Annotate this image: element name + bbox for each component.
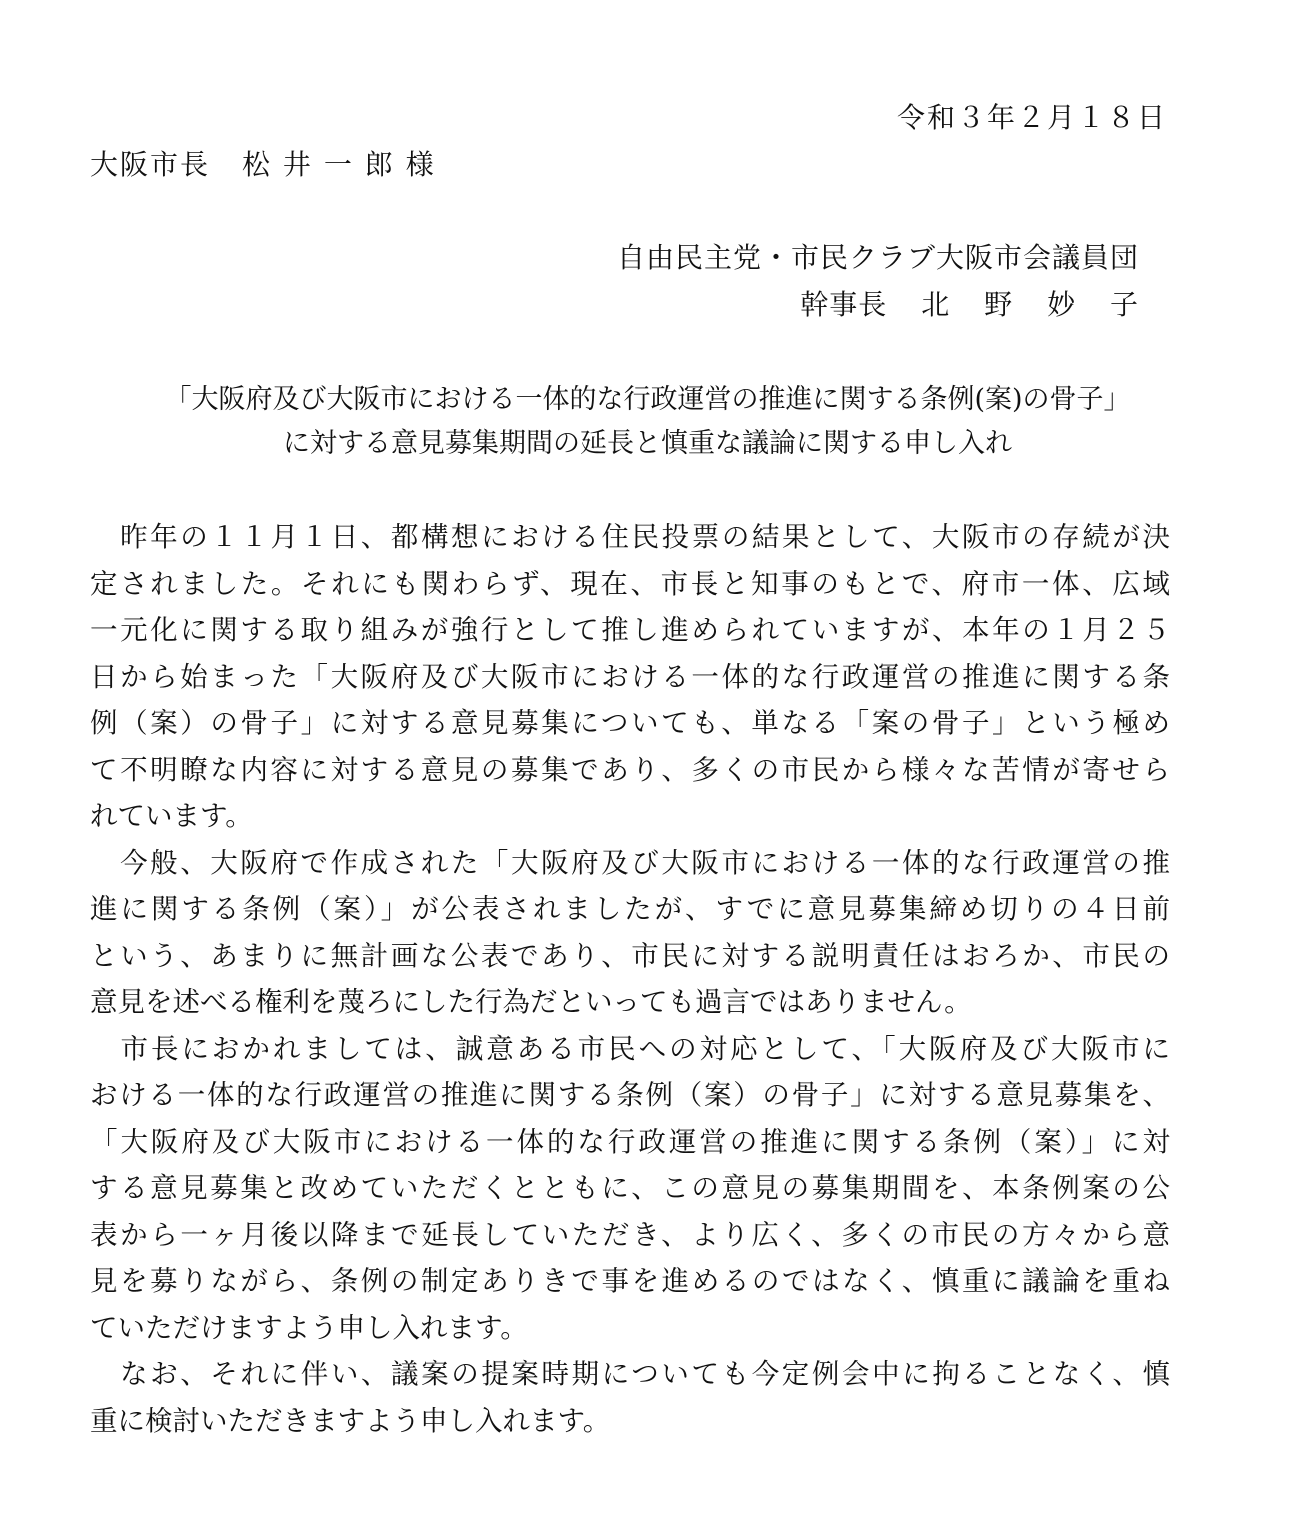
addressee-name: 松 井 一 郎 様 bbox=[242, 148, 436, 181]
letter-date: 令和３年２月１８日 bbox=[896, 101, 1167, 134]
body-line: 見を募りながら、条例の制定ありきで事を進めるのではなく、慎重に議論を重ね bbox=[90, 1265, 1170, 1297]
body-line: ていただけますよう申し入れます。 bbox=[90, 1311, 528, 1344]
sender-position: 幹事長 bbox=[800, 288, 888, 321]
body-line: おける一体的な行政運営の推進に関する条例（案）の骨子」に対する意見募集を、 bbox=[90, 1079, 1170, 1111]
letter-body bbox=[90, 514, 1170, 1444]
sender-name-part: 北 bbox=[921, 288, 951, 321]
sender-name-part: 妙 bbox=[1047, 288, 1077, 321]
body-line: れています。 bbox=[90, 800, 253, 832]
body-line: 定されました。それにも関わらず、現在、市長と知事のもとで、府市一体、広域 bbox=[90, 567, 1170, 600]
body-line: なお、それに伴い、議案の提案時期についても今定例会中に拘ることなく、慎 bbox=[90, 1358, 1170, 1390]
document-title-line-2: に対する意見募集期間の延長と慎重な議論に関する申し入れ bbox=[283, 428, 1012, 459]
body-line: 重に検討いただきますよう申し入れます。 bbox=[90, 1404, 611, 1437]
addressee-title: 大阪市長 bbox=[90, 148, 211, 181]
body-line: 日から始まった「大阪府及び大阪市における一体的な行政運営の推進に関する条 bbox=[90, 660, 1170, 693]
body-line: 今般、大阪府で作成された「大阪府及び大阪市における一体的な行政運営の推 bbox=[90, 846, 1170, 879]
sender-signature bbox=[800, 285, 1139, 325]
body-line: する意見募集と改めていただくとともに、この意見の募集期間を、本条例案の公 bbox=[90, 1172, 1170, 1204]
body-line: て不明瞭な内容に対する意見の募集であり、多くの市民から様々な苦情が寄せら bbox=[90, 753, 1170, 786]
sender-name-part: 子 bbox=[1109, 288, 1139, 321]
body-line: 進に関する条例（案）」が公表されましたが、すでに意見募集締め切りの４日前 bbox=[90, 893, 1170, 925]
body-line: 例（案）の骨子」に対する意見募集についても、単なる「案の骨子」という極め bbox=[90, 707, 1170, 739]
sender-name-part: 野 bbox=[984, 288, 1014, 321]
body-line: 昨年の１１月１日、都構想における住民投票の結果として、大阪市の存続が決 bbox=[90, 521, 1170, 553]
body-line: 意見を述べる権利を蔑ろにした行為だといっても過言ではありません。 bbox=[90, 986, 972, 1018]
body-line: 一元化に関する取り組みが強行として推し進められていますが、本年の１月２５ bbox=[90, 614, 1170, 646]
sender-organization: 自由民主党・市民クラブ大阪市会議員団 bbox=[616, 241, 1139, 274]
body-line: 「大阪府及び大阪市における一体的な行政運営の推進に関する条例（案）」に対 bbox=[90, 1125, 1170, 1158]
addressee bbox=[90, 145, 436, 185]
body-line: という、あまりに無計画な公表であり、市民に対する説明責任はおろか、市民の bbox=[90, 939, 1170, 972]
body-line: 表から一ヶ月後以降まで延長していただき、より広く、多くの市民の方々から意 bbox=[90, 1218, 1170, 1251]
document-title-line-1: 「大阪府及び大阪市における一体的な行政運営の推進に関する条例(案)の骨子」 bbox=[164, 384, 1131, 415]
body-line: 市長におかれましては、誠意ある市民への対応として、「大阪府及び大阪市に bbox=[90, 1032, 1170, 1065]
